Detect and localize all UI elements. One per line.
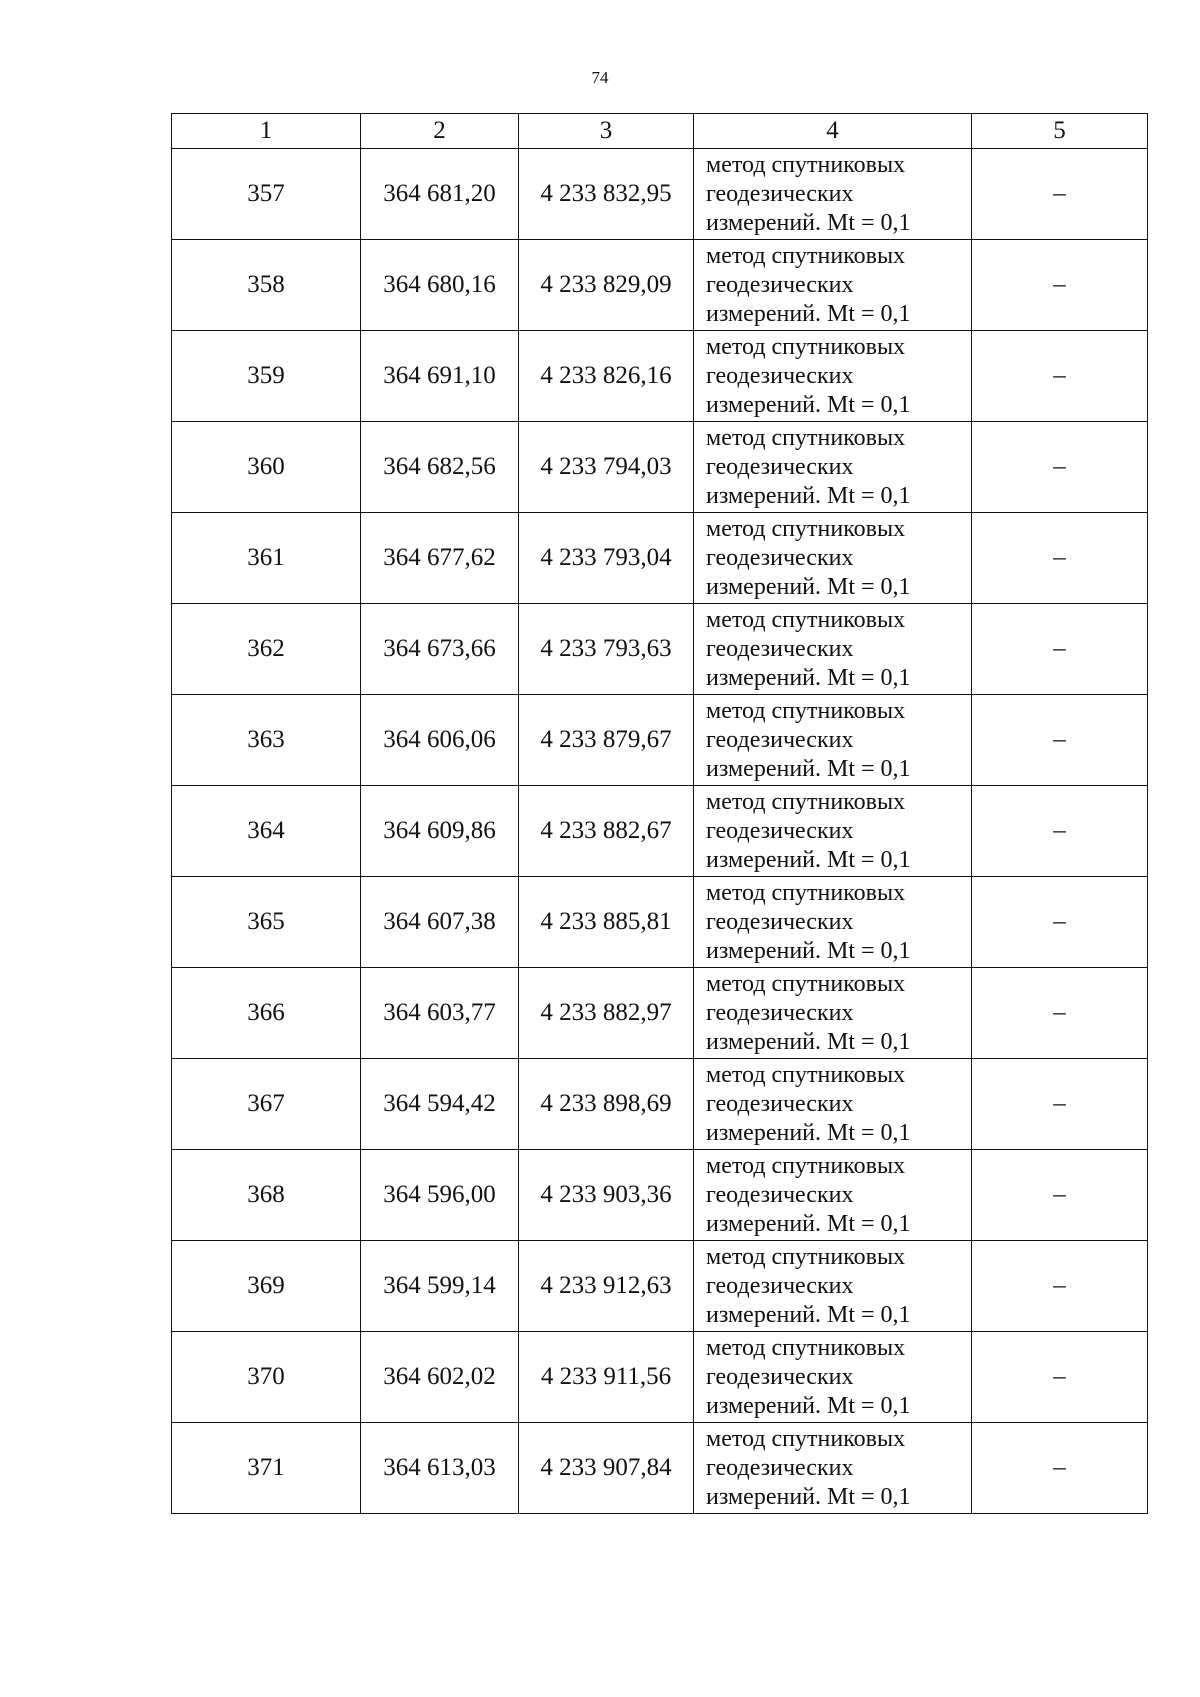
method-line: измерений. Mt = 0,1 <box>706 755 911 782</box>
method-cell <box>694 240 972 331</box>
method-line: метод спутниковых <box>706 1425 906 1452</box>
method-line: метод спутниковых <box>706 1061 906 1088</box>
point-number-cell: 366 <box>172 968 361 1059</box>
point-number-cell: 369 <box>172 1241 361 1332</box>
point-number-cell: 361 <box>172 513 361 604</box>
point-number-cell: 357 <box>172 149 361 240</box>
method-line: измерений. Mt = 0,1 <box>706 1119 911 1146</box>
point-number-cell: 367 <box>172 1059 361 1150</box>
point-number-cell: 368 <box>172 1150 361 1241</box>
note-cell: – <box>972 877 1148 968</box>
method-cell <box>694 1241 972 1332</box>
method-line: измерений. Mt = 0,1 <box>706 937 911 964</box>
note-cell: – <box>972 422 1148 513</box>
method-line: метод спутниковых <box>706 788 906 815</box>
method-line: измерений. Mt = 0,1 <box>706 664 911 691</box>
method-cell <box>694 604 972 695</box>
method-line: геодезических <box>706 1090 854 1117</box>
method-line: метод спутниковых <box>706 515 906 542</box>
note-cell: – <box>972 240 1148 331</box>
x-coordinate-cell: 364 680,16 <box>361 240 519 331</box>
method-line: геодезических <box>706 726 854 753</box>
x-coordinate-cell: 364 594,42 <box>361 1059 519 1150</box>
y-coordinate-cell: 4 233 793,63 <box>519 604 694 695</box>
note-cell: – <box>972 695 1148 786</box>
table-row <box>172 877 1148 968</box>
y-coordinate-cell: 4 233 832,95 <box>519 149 694 240</box>
method-line: геодезических <box>706 271 854 298</box>
method-line: измерений. Mt = 0,1 <box>706 846 911 873</box>
x-coordinate-cell: 364 673,66 <box>361 604 519 695</box>
table-body <box>172 149 1148 1514</box>
point-number-cell: 363 <box>172 695 361 786</box>
method-cell <box>694 695 972 786</box>
method-line: метод спутниковых <box>706 151 906 178</box>
method-cell <box>694 968 972 1059</box>
method-line: измерений. Mt = 0,1 <box>706 573 911 600</box>
method-line: метод спутниковых <box>706 333 906 360</box>
note-cell: – <box>972 331 1148 422</box>
point-number-cell: 359 <box>172 331 361 422</box>
note-cell: – <box>972 786 1148 877</box>
y-coordinate-cell: 4 233 882,67 <box>519 786 694 877</box>
method-line: метод спутниковых <box>706 970 906 997</box>
method-line: геодезических <box>706 544 854 571</box>
y-coordinate-cell: 4 233 882,97 <box>519 968 694 1059</box>
method-line: геодезических <box>706 1181 854 1208</box>
method-line: метод спутниковых <box>706 1152 906 1179</box>
y-coordinate-cell: 4 233 907,84 <box>519 1423 694 1514</box>
y-coordinate-cell: 4 233 898,69 <box>519 1059 694 1150</box>
table-row <box>172 1423 1148 1514</box>
y-coordinate-cell: 4 233 885,81 <box>519 877 694 968</box>
table-row <box>172 240 1148 331</box>
note-cell: – <box>972 1423 1148 1514</box>
x-coordinate-cell: 364 607,38 <box>361 877 519 968</box>
table-row <box>172 1150 1148 1241</box>
note-cell: – <box>972 1150 1148 1241</box>
table-row <box>172 968 1148 1059</box>
x-coordinate-cell: 364 682,56 <box>361 422 519 513</box>
y-coordinate-cell: 4 233 829,09 <box>519 240 694 331</box>
x-coordinate-cell: 364 602,02 <box>361 1332 519 1423</box>
column-header-1: 1 <box>172 114 361 149</box>
method-line: геодезических <box>706 1363 854 1390</box>
x-coordinate-cell: 364 691,10 <box>361 331 519 422</box>
method-cell <box>694 513 972 604</box>
method-line: метод спутниковых <box>706 1334 906 1361</box>
method-line: измерений. Mt = 0,1 <box>706 391 911 418</box>
column-header-2: 2 <box>361 114 519 149</box>
method-line: метод спутниковых <box>706 242 906 269</box>
point-number-cell: 358 <box>172 240 361 331</box>
table-row <box>172 604 1148 695</box>
method-cell <box>694 1332 972 1423</box>
method-cell <box>694 1150 972 1241</box>
method-line: измерений. Mt = 0,1 <box>706 1392 911 1419</box>
method-line: геодезических <box>706 817 854 844</box>
page-number: 74 <box>591 68 609 87</box>
column-header-4: 4 <box>694 114 972 149</box>
column-header-3: 3 <box>519 114 694 149</box>
method-line: геодезических <box>706 999 854 1026</box>
x-coordinate-cell: 364 677,62 <box>361 513 519 604</box>
point-number-cell: 364 <box>172 786 361 877</box>
y-coordinate-cell: 4 233 911,56 <box>519 1332 694 1423</box>
note-cell: – <box>972 604 1148 695</box>
method-line: геодезических <box>706 908 854 935</box>
table-row <box>172 1241 1148 1332</box>
point-number-cell: 365 <box>172 877 361 968</box>
method-line: геодезических <box>706 453 854 480</box>
note-cell: – <box>972 513 1148 604</box>
method-cell <box>694 1059 972 1150</box>
y-coordinate-cell: 4 233 794,03 <box>519 422 694 513</box>
point-number-cell: 370 <box>172 1332 361 1423</box>
table-row <box>172 422 1148 513</box>
method-cell <box>694 1423 972 1514</box>
y-coordinate-cell: 4 233 793,04 <box>519 513 694 604</box>
method-line: геодезических <box>706 362 854 389</box>
table-row <box>172 513 1148 604</box>
table-row <box>172 695 1148 786</box>
method-line: геодезических <box>706 1272 854 1299</box>
note-cell: – <box>972 968 1148 1059</box>
note-cell: – <box>972 1332 1148 1423</box>
method-line: геодезических <box>706 1454 854 1481</box>
point-number-cell: 360 <box>172 422 361 513</box>
method-line: геодезических <box>706 635 854 662</box>
table-row <box>172 786 1148 877</box>
method-cell <box>694 786 972 877</box>
x-coordinate-cell: 364 609,86 <box>361 786 519 877</box>
table-row <box>172 1059 1148 1150</box>
method-cell <box>694 422 972 513</box>
method-line: измерений. Mt = 0,1 <box>706 1483 911 1510</box>
method-line: метод спутниковых <box>706 424 906 451</box>
method-line: измерений. Mt = 0,1 <box>706 1210 911 1237</box>
method-line: метод спутниковых <box>706 1243 906 1270</box>
x-coordinate-cell: 364 599,14 <box>361 1241 519 1332</box>
x-coordinate-cell: 364 606,06 <box>361 695 519 786</box>
x-coordinate-cell: 364 613,03 <box>361 1423 519 1514</box>
method-line: измерений. Mt = 0,1 <box>706 209 911 236</box>
method-line: измерений. Mt = 0,1 <box>706 1028 911 1055</box>
point-number-cell: 362 <box>172 604 361 695</box>
table-row <box>172 149 1148 240</box>
method-line: метод спутниковых <box>706 606 906 633</box>
point-number-cell: 371 <box>172 1423 361 1514</box>
coordinates-table <box>171 113 1148 1514</box>
note-cell: – <box>972 1241 1148 1332</box>
note-cell: – <box>972 149 1148 240</box>
y-coordinate-cell: 4 233 879,67 <box>519 695 694 786</box>
method-line: метод спутниковых <box>706 879 906 906</box>
x-coordinate-cell: 364 681,20 <box>361 149 519 240</box>
method-line: геодезических <box>706 180 854 207</box>
x-coordinate-cell: 364 596,00 <box>361 1150 519 1241</box>
column-header-5: 5 <box>972 114 1148 149</box>
x-coordinate-cell: 364 603,77 <box>361 968 519 1059</box>
method-cell <box>694 331 972 422</box>
y-coordinate-cell: 4 233 826,16 <box>519 331 694 422</box>
method-line: метод спутниковых <box>706 697 906 724</box>
method-cell <box>694 877 972 968</box>
note-cell: – <box>972 1059 1148 1150</box>
table-row <box>172 331 1148 422</box>
method-cell <box>694 149 972 240</box>
y-coordinate-cell: 4 233 912,63 <box>519 1241 694 1332</box>
method-line: измерений. Mt = 0,1 <box>706 482 911 509</box>
y-coordinate-cell: 4 233 903,36 <box>519 1150 694 1241</box>
method-line: измерений. Mt = 0,1 <box>706 1301 911 1328</box>
table-row <box>172 1332 1148 1423</box>
table-header-row <box>172 114 1148 149</box>
method-line: измерений. Mt = 0,1 <box>706 300 911 327</box>
